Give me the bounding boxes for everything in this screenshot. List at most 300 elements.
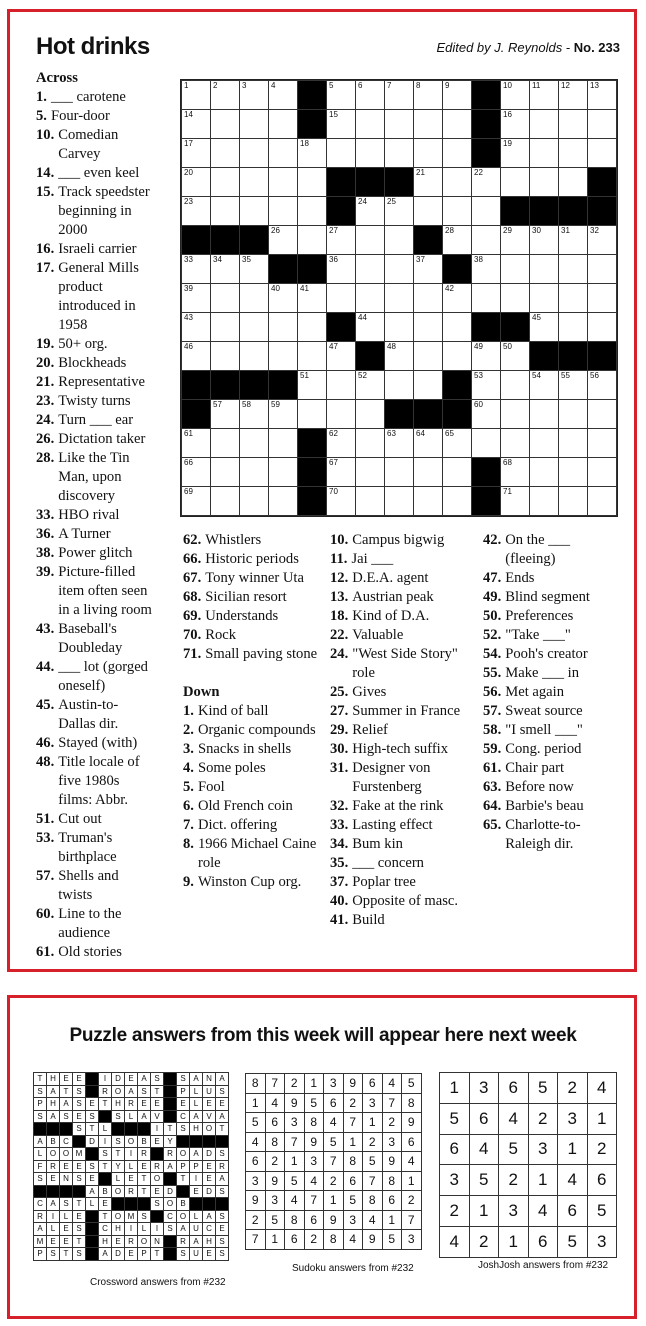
answer-cell: L: [190, 1098, 203, 1111]
grid-cell[interactable]: [356, 429, 385, 458]
joshjosh-cell: 6: [469, 1103, 499, 1134]
grid-cell[interactable]: [443, 342, 472, 371]
grid-cell[interactable]: [530, 110, 559, 139]
grid-cell[interactable]: [182, 284, 211, 313]
grid-cell[interactable]: [414, 371, 443, 400]
clue-text: Cut out: [58, 811, 102, 827]
grid-cell[interactable]: [559, 429, 588, 458]
answer-cell: R: [216, 1160, 229, 1173]
answer-cell: S: [216, 1235, 229, 1248]
grid-cell[interactable]: [298, 371, 327, 400]
grid-cell[interactable]: [414, 110, 443, 139]
answer-cell: D: [112, 1248, 125, 1261]
grid-cell[interactable]: [530, 487, 559, 516]
grid-cell[interactable]: [443, 458, 472, 487]
grid-cell[interactable]: [559, 458, 588, 487]
clue-text: Some poles: [197, 760, 266, 776]
clue-item: [36, 392, 154, 411]
grid-cell[interactable]: [182, 110, 211, 139]
answer-cell: E: [151, 1135, 164, 1148]
grid-cell[interactable]: [385, 487, 414, 516]
grid-cell[interactable]: [414, 139, 443, 168]
grid-cell[interactable]: [211, 81, 240, 110]
grid-cell[interactable]: [211, 400, 240, 429]
answer-cell: L: [86, 1198, 99, 1211]
black-square: [60, 1185, 73, 1198]
grid-cell[interactable]: [327, 429, 356, 458]
grid-cell[interactable]: [588, 255, 617, 284]
black-square: [240, 371, 269, 400]
grid-cell[interactable]: [240, 81, 269, 110]
grid-cell[interactable]: [240, 487, 269, 516]
cell-number: 48: [387, 342, 396, 351]
grid-cell[interactable]: [240, 284, 269, 313]
clue-item: [330, 607, 480, 626]
grid-cell[interactable]: [356, 487, 385, 516]
answer-cell: T: [151, 1085, 164, 1098]
grid-cell[interactable]: [501, 400, 530, 429]
clue-number: 24.: [36, 412, 55, 428]
answer-cell: V: [203, 1110, 216, 1123]
editor: Edited by J. Reynolds -: [436, 40, 574, 55]
grid-cell[interactable]: [269, 168, 298, 197]
answer-cell: O: [177, 1210, 190, 1223]
answer-cell: C: [203, 1223, 216, 1236]
grid-cell[interactable]: [588, 139, 617, 168]
answer-cell: Y: [164, 1135, 177, 1148]
answer-cell: E: [177, 1098, 190, 1111]
grid-cell[interactable]: [443, 313, 472, 342]
joshjosh-cell: 2: [587, 1134, 617, 1165]
sudoku-cell: 2: [402, 1191, 422, 1211]
grid-cell[interactable]: [211, 342, 240, 371]
grid-cell[interactable]: [414, 284, 443, 313]
grid-cell[interactable]: [211, 255, 240, 284]
grid-cell[interactable]: [472, 400, 501, 429]
grid-cell[interactable]: [182, 139, 211, 168]
clue-text: Line to the audience: [58, 906, 122, 941]
grid-cell[interactable]: [211, 197, 240, 226]
clue-text: Dict. offering: [197, 817, 278, 833]
sudoku-cell: 9: [304, 1132, 324, 1152]
answer-cell: R: [125, 1235, 138, 1248]
grid-cell[interactable]: [385, 110, 414, 139]
cell-number: 14: [184, 110, 193, 119]
sudoku-cell: 2: [324, 1171, 344, 1191]
grid-cell[interactable]: [269, 110, 298, 139]
grid-cell[interactable]: [327, 342, 356, 371]
cell-number: 25: [387, 197, 396, 206]
grid-cell[interactable]: [182, 81, 211, 110]
cell-number: 17: [184, 139, 193, 148]
clue-number: 41.: [330, 912, 349, 928]
grid-cell[interactable]: [298, 313, 327, 342]
clue-text: Pooh's creator: [505, 646, 588, 662]
grid-cell[interactable]: [559, 371, 588, 400]
cell-number: 26: [271, 226, 280, 235]
sudoku-cell: 2: [343, 1093, 363, 1113]
grid-cell[interactable]: [269, 197, 298, 226]
grid-cell[interactable]: [559, 284, 588, 313]
grid-cell[interactable]: [327, 226, 356, 255]
grid-cell[interactable]: [501, 168, 530, 197]
sudoku-cell: 3: [402, 1230, 422, 1250]
grid-cell[interactable]: [298, 197, 327, 226]
grid-cell[interactable]: [443, 226, 472, 255]
grid-cell[interactable]: [530, 226, 559, 255]
sudoku-cell: 1: [324, 1191, 344, 1211]
grid-cell[interactable]: [269, 226, 298, 255]
answer-cell: R: [151, 1160, 164, 1173]
cell-number: 33: [184, 255, 193, 264]
grid-cell[interactable]: [414, 255, 443, 284]
answer-cell: E: [73, 1160, 86, 1173]
sudoku-cell: 9: [343, 1074, 363, 1094]
answer-cell: A: [190, 1073, 203, 1086]
joshjosh-cell: 3: [587, 1226, 617, 1257]
answer-cell: T: [138, 1185, 151, 1198]
grid-cell[interactable]: [269, 458, 298, 487]
grid-cell[interactable]: [211, 487, 240, 516]
answer-cell: D: [112, 1073, 125, 1086]
cell-number: 28: [445, 226, 454, 235]
black-square: [472, 139, 501, 168]
grid-cell[interactable]: [385, 81, 414, 110]
clue-item: [330, 645, 480, 683]
clue-text: Picture-filled item often seen in a living room: [58, 564, 152, 618]
grid-cell[interactable]: [298, 139, 327, 168]
grid-cell[interactable]: [356, 110, 385, 139]
grid-cell[interactable]: [501, 110, 530, 139]
grid-cell[interactable]: [559, 81, 588, 110]
grid-cell[interactable]: [530, 139, 559, 168]
black-square: [99, 1173, 112, 1186]
black-square: [559, 342, 588, 371]
joshjosh-cell: 6: [440, 1134, 470, 1165]
grid-cell[interactable]: [211, 139, 240, 168]
grid-cell[interactable]: [356, 255, 385, 284]
grid-cell[interactable]: [559, 139, 588, 168]
grid-cell[interactable]: [240, 139, 269, 168]
grid-cell[interactable]: [298, 400, 327, 429]
black-square: [86, 1210, 99, 1223]
grid-cell[interactable]: [211, 110, 240, 139]
grid-cell[interactable]: [414, 342, 443, 371]
sudoku-cell: 2: [304, 1230, 324, 1250]
clue-item: [483, 645, 609, 664]
grid-cell[interactable]: [530, 313, 559, 342]
grid-cell[interactable]: [588, 371, 617, 400]
black-square: [182, 226, 211, 255]
clue-text: Gives: [352, 684, 387, 700]
grid-cell[interactable]: [472, 429, 501, 458]
grid-cell[interactable]: [240, 255, 269, 284]
grid-cell[interactable]: [588, 313, 617, 342]
grid-cell[interactable]: [472, 226, 501, 255]
grid-cell[interactable]: [443, 284, 472, 313]
cell-number: 1: [184, 81, 189, 90]
answer-cell: T: [73, 1198, 86, 1211]
grid-cell[interactable]: [240, 110, 269, 139]
grid-cell[interactable]: [472, 342, 501, 371]
answer-cell: P: [34, 1098, 47, 1111]
grid-cell[interactable]: [182, 168, 211, 197]
answer-cell: O: [164, 1198, 177, 1211]
grid-cell[interactable]: [182, 458, 211, 487]
answer-cell: L: [112, 1173, 125, 1186]
cell-number: 51: [300, 371, 309, 380]
grid-cell[interactable]: [385, 284, 414, 313]
grid-cell[interactable]: [501, 139, 530, 168]
grid-cell[interactable]: [472, 371, 501, 400]
clue-text: Dictation taker: [58, 431, 146, 447]
grid-cell[interactable]: [559, 168, 588, 197]
sudoku-cell: 2: [363, 1132, 383, 1152]
grid-cell[interactable]: [501, 255, 530, 284]
grid-cell[interactable]: [559, 255, 588, 284]
black-square: [211, 226, 240, 255]
sudoku-cell: 6: [363, 1074, 383, 1094]
grid-cell[interactable]: [385, 342, 414, 371]
black-square: [203, 1135, 216, 1148]
answer-cell: C: [60, 1135, 73, 1148]
grid-cell[interactable]: [240, 197, 269, 226]
grid-cell[interactable]: [356, 371, 385, 400]
grid-cell[interactable]: [443, 139, 472, 168]
answer-cell: L: [125, 1160, 138, 1173]
grid-cell[interactable]: [559, 110, 588, 139]
grid-cell[interactable]: [443, 168, 472, 197]
joshjosh-cell: 4: [469, 1134, 499, 1165]
grid-cell[interactable]: [269, 429, 298, 458]
grid-cell[interactable]: [501, 81, 530, 110]
clue-item: [330, 873, 480, 892]
cell-number: 71: [503, 487, 512, 496]
grid-cell[interactable]: [472, 284, 501, 313]
sudoku-cell: 5: [246, 1113, 266, 1133]
grid-cell[interactable]: [385, 458, 414, 487]
cell-number: 21: [416, 168, 425, 177]
grid-cell[interactable]: [588, 284, 617, 313]
grid-cell[interactable]: [240, 400, 269, 429]
grid-cell[interactable]: [472, 255, 501, 284]
grid-cell[interactable]: [501, 429, 530, 458]
grid-cell[interactable]: [501, 226, 530, 255]
grid-cell[interactable]: [269, 487, 298, 516]
grid-cell[interactable]: [211, 313, 240, 342]
grid-cell[interactable]: [501, 342, 530, 371]
grid-cell[interactable]: [182, 429, 211, 458]
grid-cell[interactable]: [356, 139, 385, 168]
grid-cell[interactable]: [269, 342, 298, 371]
answer-cell: A: [86, 1185, 99, 1198]
grid-cell[interactable]: [298, 284, 327, 313]
grid-cell[interactable]: [356, 400, 385, 429]
grid-cell[interactable]: [559, 313, 588, 342]
grid-cell[interactable]: [182, 487, 211, 516]
grid-cell[interactable]: [443, 110, 472, 139]
grid-cell[interactable]: [211, 458, 240, 487]
grid-cell[interactable]: [385, 313, 414, 342]
clue-text: Blind segment: [505, 589, 590, 605]
grid-cell[interactable]: [327, 139, 356, 168]
answer-cell: P: [177, 1160, 190, 1173]
black-square: [501, 197, 530, 226]
cell-number: 56: [590, 371, 599, 380]
grid-cell[interactable]: [211, 168, 240, 197]
answer-cell: E: [73, 1210, 86, 1223]
grid-cell[interactable]: [327, 110, 356, 139]
grid-cell[interactable]: [356, 81, 385, 110]
grid-cell[interactable]: [588, 110, 617, 139]
grid-cell[interactable]: [298, 168, 327, 197]
cell-number: 63: [387, 429, 396, 438]
grid-cell[interactable]: [530, 371, 559, 400]
grid-cell[interactable]: [472, 197, 501, 226]
grid-cell[interactable]: [269, 313, 298, 342]
grid-cell[interactable]: [472, 168, 501, 197]
grid-cell[interactable]: [182, 197, 211, 226]
grid-cell[interactable]: [559, 487, 588, 516]
clue-text: Charlotte-to-Raleigh dir.: [505, 817, 581, 852]
grid-cell[interactable]: [240, 168, 269, 197]
clue-text: Rock: [205, 627, 237, 643]
clue-number: 48.: [36, 754, 55, 770]
answer-cell: S: [86, 1160, 99, 1173]
grid-cell[interactable]: [240, 342, 269, 371]
grid-cell[interactable]: [443, 81, 472, 110]
grid-cell[interactable]: [530, 284, 559, 313]
grid-cell[interactable]: [211, 429, 240, 458]
grid-cell[interactable]: [327, 371, 356, 400]
grid-cell[interactable]: [559, 400, 588, 429]
grid-cell[interactable]: [211, 284, 240, 313]
grid-cell[interactable]: [327, 400, 356, 429]
grid-cell[interactable]: [588, 487, 617, 516]
sudoku-cell: 1: [382, 1210, 402, 1230]
grid-cell[interactable]: [385, 371, 414, 400]
clue-item: [36, 259, 154, 335]
answer-cell: U: [190, 1248, 203, 1261]
grid-cell[interactable]: [269, 400, 298, 429]
clue-number: 31.: [330, 760, 349, 776]
grid-cell[interactable]: [501, 458, 530, 487]
down-clues-column-4: [483, 531, 609, 854]
clue-text: "Take ___": [505, 627, 571, 643]
grid-cell[interactable]: [327, 255, 356, 284]
clue-text: High-tech suffix: [352, 741, 449, 757]
grid-cell[interactable]: [298, 226, 327, 255]
grid-cell[interactable]: [385, 255, 414, 284]
grid-cell[interactable]: [530, 458, 559, 487]
grid-cell[interactable]: [385, 139, 414, 168]
grid-cell[interactable]: [327, 284, 356, 313]
grid-cell[interactable]: [530, 429, 559, 458]
grid-cell[interactable]: [182, 342, 211, 371]
grid-cell[interactable]: [443, 197, 472, 226]
grid-cell[interactable]: [240, 313, 269, 342]
grid-cell[interactable]: [588, 226, 617, 255]
grid-cell[interactable]: [356, 458, 385, 487]
grid-cell[interactable]: [385, 429, 414, 458]
grid-cell[interactable]: [414, 487, 443, 516]
answer-cell: E: [125, 1073, 138, 1086]
sudoku-cell: 4: [304, 1171, 324, 1191]
grid-cell[interactable]: [356, 226, 385, 255]
black-square: [34, 1123, 47, 1136]
grid-cell[interactable]: [588, 458, 617, 487]
grid-cell[interactable]: [269, 139, 298, 168]
grid-cell[interactable]: [240, 429, 269, 458]
grid-cell[interactable]: [414, 197, 443, 226]
grid-cell[interactable]: [414, 313, 443, 342]
answer-cell: T: [164, 1123, 177, 1136]
grid-cell[interactable]: [443, 429, 472, 458]
answer-cell: S: [73, 1085, 86, 1098]
black-square: [164, 1110, 177, 1123]
black-square: [588, 342, 617, 371]
grid-cell[interactable]: [269, 284, 298, 313]
grid-cell[interactable]: [182, 255, 211, 284]
grid-cell[interactable]: [240, 458, 269, 487]
grid-cell[interactable]: [327, 458, 356, 487]
clue-text: Cong. period: [505, 741, 582, 757]
grid-cell[interactable]: [414, 429, 443, 458]
grid-cell[interactable]: [327, 81, 356, 110]
grid-cell[interactable]: [182, 313, 211, 342]
grid-cell[interactable]: [588, 400, 617, 429]
grid-cell[interactable]: [530, 81, 559, 110]
grid-cell[interactable]: [443, 487, 472, 516]
sudoku-cell: 7: [324, 1152, 344, 1172]
grid-cell[interactable]: [356, 313, 385, 342]
grid-cell[interactable]: [530, 400, 559, 429]
grid-cell[interactable]: [501, 371, 530, 400]
grid-cell[interactable]: [385, 197, 414, 226]
cell-number: 66: [184, 458, 193, 467]
cell-number: 6: [358, 81, 363, 90]
clue-item: [330, 835, 480, 854]
clue-number: 36.: [36, 526, 55, 542]
answer-cell: A: [125, 1085, 138, 1098]
grid-cell[interactable]: [356, 197, 385, 226]
grid-cell[interactable]: [588, 429, 617, 458]
clue-text: Old French coin: [197, 798, 293, 814]
grid-cell[interactable]: [530, 255, 559, 284]
answer-cell: E: [73, 1073, 86, 1086]
grid-cell[interactable]: [501, 487, 530, 516]
answer-cell: S: [164, 1223, 177, 1236]
grid-cell[interactable]: [298, 342, 327, 371]
grid-cell[interactable]: [269, 81, 298, 110]
grid-cell[interactable]: [501, 284, 530, 313]
grid-cell[interactable]: [414, 458, 443, 487]
black-square: [385, 168, 414, 197]
clue-item: [36, 867, 154, 905]
grid-cell[interactable]: [414, 81, 443, 110]
grid-cell[interactable]: [385, 226, 414, 255]
grid-cell[interactable]: [559, 226, 588, 255]
grid-cell[interactable]: [356, 284, 385, 313]
grid-cell[interactable]: [414, 168, 443, 197]
clue-number: 46.: [36, 735, 55, 751]
grid-cell[interactable]: [530, 168, 559, 197]
answer-cell: O: [203, 1123, 216, 1136]
answer-cell: E: [203, 1248, 216, 1261]
grid-cell[interactable]: [588, 81, 617, 110]
grid-cell[interactable]: [327, 487, 356, 516]
black-square: [86, 1248, 99, 1261]
